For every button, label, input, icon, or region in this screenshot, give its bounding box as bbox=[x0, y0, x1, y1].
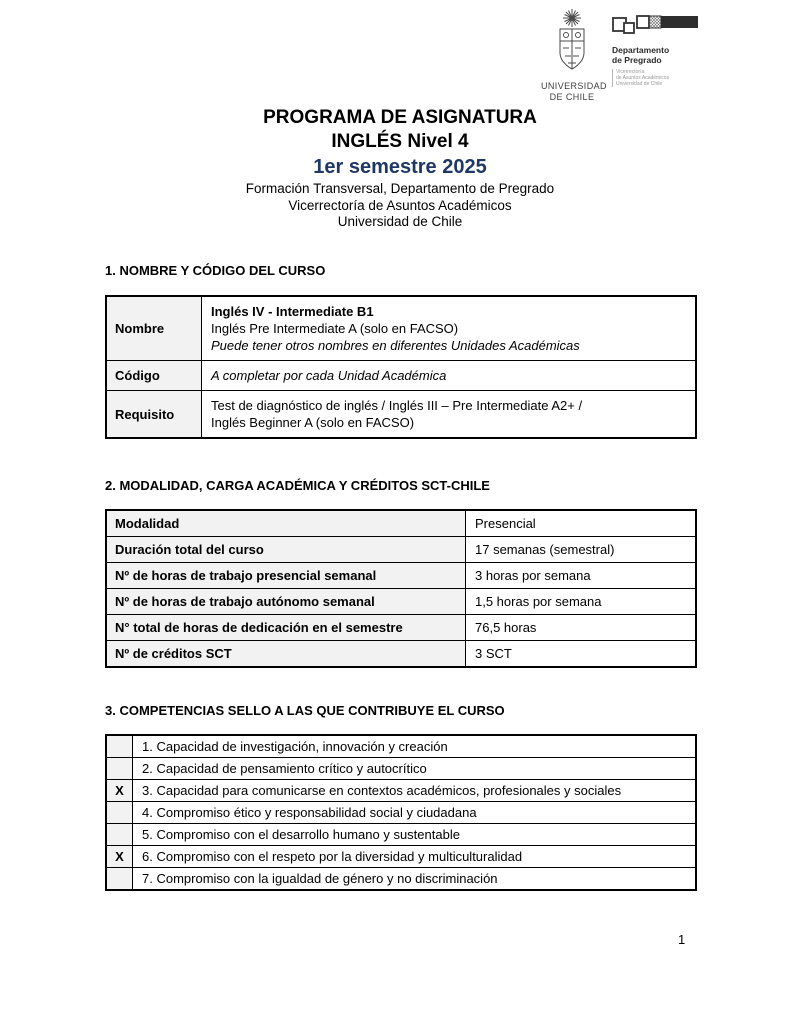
table-row bbox=[106, 589, 696, 615]
row-value: 3 SCT bbox=[466, 641, 697, 668]
page-number: 1 bbox=[678, 932, 686, 947]
table-row bbox=[106, 296, 696, 361]
row-value-codigo: A completar por cada Unidad Académica bbox=[202, 361, 697, 391]
universidad-de-chile-logo bbox=[541, 8, 607, 103]
document-subtitle-line3: Universidad de Chile bbox=[337, 214, 463, 229]
row-value-nombre: Inglés IV - Intermediate B1 Inglés Pre Intermediate A (solo en FACSO) Puede tener otros nombres en diferentes Unidades Académicas bbox=[202, 296, 697, 361]
competency-text: 1. Capacidad de investigación, innovación y creación bbox=[133, 735, 697, 758]
competency-text: 7. Compromiso con la igualdad de género y no discriminación bbox=[133, 868, 697, 891]
document-subtitle-line1: Formación Transversal, Departamento de Pregrado bbox=[245, 181, 555, 196]
departamento-pregrado-logo bbox=[612, 8, 699, 87]
section3-heading: 3. COMPETENCIAS SELLO A LAS QUE CONTRIBUYE EL CURSO bbox=[105, 703, 505, 718]
row-label: Modalidad bbox=[106, 510, 466, 537]
document-title-line2: INGLÉS Nivel 4 bbox=[331, 131, 469, 152]
competency-mark-cell bbox=[106, 824, 133, 846]
row-label: Duración total del curso bbox=[106, 537, 466, 563]
row-label-codigo: Código bbox=[106, 361, 202, 391]
table-row bbox=[106, 615, 696, 641]
table-row bbox=[106, 780, 696, 802]
table-row bbox=[106, 563, 696, 589]
row-label: Nº de créditos SCT bbox=[106, 641, 466, 668]
competency-text: 3. Capacidad para comunicarse en contextos académicos, profesionales y sociales bbox=[133, 780, 697, 802]
table-row bbox=[106, 537, 696, 563]
competency-mark-cell bbox=[106, 802, 133, 824]
modality-credits-table bbox=[105, 509, 697, 668]
section1-heading: 1. NOMBRE Y CÓDIGO DEL CURSO bbox=[105, 263, 326, 278]
row-value: 76,5 horas bbox=[466, 615, 697, 641]
table-row bbox=[106, 846, 696, 868]
section2-heading: 2. MODALIDAD, CARGA ACADÉMICA Y CRÉDITOS SCT-CHILE bbox=[105, 478, 490, 493]
uchile-logo-text-line1: UNIVERSIDAD bbox=[541, 81, 607, 91]
competency-text: 4. Compromiso ético y responsabilidad social y ciudadana bbox=[133, 802, 697, 824]
competency-mark-cell: X bbox=[106, 846, 133, 868]
table-row bbox=[106, 510, 696, 537]
table-row bbox=[106, 758, 696, 780]
competency-text: 2. Capacidad de pensamiento crítico y autocrítico bbox=[133, 758, 697, 780]
uchile-logo-text-line2: DE CHILE bbox=[549, 92, 595, 102]
table-row bbox=[106, 824, 696, 846]
row-value: 17 semanas (semestral) bbox=[466, 537, 697, 563]
pregrado-logo-subtext: Vicerrectoría de Asuntos Académicos Universidad de Chile bbox=[612, 69, 699, 87]
row-label-requisito: Requisito bbox=[106, 391, 202, 439]
table-row bbox=[106, 361, 696, 391]
row-value: 3 horas por semana bbox=[466, 563, 697, 589]
table-row bbox=[106, 735, 696, 758]
row-value-requisito: Test de diagnóstico de inglés / Inglés III – Pre Intermediate A2+ / Inglés Beginner A (solo en FACSO) bbox=[202, 391, 697, 439]
table-row bbox=[106, 641, 696, 668]
competency-text: 6. Compromiso con el respeto por la diversidad y multiculturalidad bbox=[133, 846, 697, 868]
competency-mark-cell bbox=[106, 735, 133, 758]
row-label: Nº de horas de trabajo presencial semanal bbox=[106, 563, 466, 589]
row-label: Nº de horas de trabajo autónomo semanal bbox=[106, 589, 466, 615]
title-block bbox=[0, 106, 800, 231]
competencies-table bbox=[105, 734, 697, 891]
table-row bbox=[106, 391, 696, 439]
table-row bbox=[106, 802, 696, 824]
header-logos bbox=[541, 8, 699, 103]
competency-mark-cell bbox=[106, 868, 133, 891]
course-name-table bbox=[105, 295, 697, 439]
pregrado-logo-title-line1: Departamento bbox=[612, 45, 670, 55]
document-title-line1: PROGRAMA DE ASIGNATURA bbox=[263, 107, 537, 128]
table-row bbox=[106, 868, 696, 891]
row-label-nombre: Nombre bbox=[106, 296, 202, 361]
row-value: Presencial bbox=[466, 510, 697, 537]
document-title-semester: 1er semestre 2025 bbox=[313, 156, 487, 178]
competency-text: 5. Compromiso con el desarrollo humano y sustentable bbox=[133, 824, 697, 846]
row-label: N° total de horas de dedicación en el semestre bbox=[106, 615, 466, 641]
competency-mark-cell bbox=[106, 758, 133, 780]
document-subtitle-line2: Vicerrectoría de Asuntos Académicos bbox=[288, 197, 512, 213]
competency-mark-cell: X bbox=[106, 780, 133, 802]
row-value: 1,5 horas por semana bbox=[466, 589, 697, 615]
pregrado-logo-title-line2: de Pregrado bbox=[612, 55, 662, 65]
uchile-crest-icon bbox=[541, 8, 603, 80]
pregrado-squares-icon bbox=[612, 24, 699, 41]
